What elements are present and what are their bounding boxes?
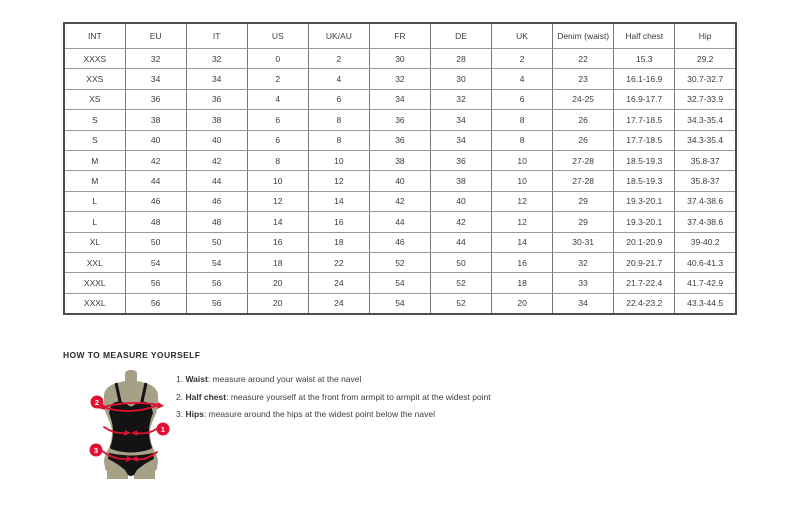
- table-row: [64, 252, 736, 272]
- table-cell: 8: [492, 110, 553, 130]
- table-row: [64, 69, 736, 89]
- table-cell: 32.7-33.9: [675, 89, 736, 109]
- table-cell: 32: [186, 49, 247, 69]
- table-cell: L: [64, 191, 125, 211]
- column-header: UK/AU: [308, 23, 369, 49]
- table-cell: 34: [553, 293, 614, 314]
- table-cell: 18.5-19.3: [614, 171, 675, 191]
- table-cell: 24-25: [553, 89, 614, 109]
- table-cell: 10: [247, 171, 308, 191]
- table-cell: 14: [247, 212, 308, 232]
- table-cell: S: [64, 130, 125, 150]
- table-cell: 34: [186, 69, 247, 89]
- table-cell: 40: [186, 130, 247, 150]
- table-cell: 24: [308, 293, 369, 314]
- column-header: US: [247, 23, 308, 49]
- table-cell: 36: [125, 89, 186, 109]
- size-chart-header: [64, 23, 736, 49]
- table-row: [64, 89, 736, 109]
- table-cell: 52: [430, 273, 491, 293]
- instruction-half-chest: [176, 393, 491, 402]
- header-row: [64, 23, 736, 49]
- table-cell: 34.3-35.4: [675, 130, 736, 150]
- table-cell: 2: [308, 49, 369, 69]
- table-cell: XXS: [64, 69, 125, 89]
- table-cell: 26: [553, 130, 614, 150]
- table-row: [64, 273, 736, 293]
- table-cell: 40: [125, 130, 186, 150]
- size-chart-table: [63, 22, 737, 315]
- table-row: [64, 232, 736, 252]
- table-cell: 34: [369, 89, 430, 109]
- table-cell: 48: [186, 212, 247, 232]
- table-cell: 16: [308, 212, 369, 232]
- column-header: UK: [492, 23, 553, 49]
- table-cell: 37.4-38.6: [675, 191, 736, 211]
- table-cell: S: [64, 110, 125, 130]
- instruction-label: Waist: [185, 374, 208, 384]
- table-cell: 36: [369, 130, 430, 150]
- table-cell: 52: [369, 252, 430, 272]
- table-cell: 12: [492, 212, 553, 232]
- table-cell: 19.3-20.1: [614, 212, 675, 232]
- figure-marker-3-label: 3: [93, 446, 99, 455]
- table-cell: 2: [492, 49, 553, 69]
- column-header: FR: [369, 23, 430, 49]
- table-cell: 34.3-35.4: [675, 110, 736, 130]
- table-cell: 44: [369, 212, 430, 232]
- instruction-label: Hips: [185, 409, 204, 419]
- table-cell: 30-31: [553, 232, 614, 252]
- table-cell: 16: [492, 252, 553, 272]
- table-cell: XXL: [64, 252, 125, 272]
- table-cell: 8: [308, 130, 369, 150]
- table-cell: 29.2: [675, 49, 736, 69]
- table-cell: 44: [125, 171, 186, 191]
- table-cell: 16: [247, 232, 308, 252]
- table-cell: 38: [125, 110, 186, 130]
- instruction-number: 1.: [176, 374, 184, 384]
- table-cell: 42: [369, 191, 430, 211]
- table-cell: 44: [430, 232, 491, 252]
- table-cell: 39-40.2: [675, 232, 736, 252]
- table-cell: 18: [492, 273, 553, 293]
- table-cell: 34: [430, 130, 491, 150]
- table-cell: 36: [430, 150, 491, 170]
- table-cell: 30.7-32.7: [675, 69, 736, 89]
- table-cell: 42: [125, 150, 186, 170]
- table-row: [64, 212, 736, 232]
- table-cell: 29: [553, 212, 614, 232]
- table-cell: 19.3-20.1: [614, 191, 675, 211]
- instruction-waist: [176, 375, 491, 384]
- instruction-number: 2.: [176, 391, 184, 402]
- table-cell: 30: [430, 69, 491, 89]
- table-cell: 17.7-18.5: [614, 130, 675, 150]
- table-cell: 4: [247, 89, 308, 109]
- table-row: [64, 293, 736, 314]
- table-cell: 27-28: [553, 171, 614, 191]
- table-cell: 38: [430, 171, 491, 191]
- table-cell: 22: [553, 49, 614, 69]
- table-row: [64, 49, 736, 69]
- table-cell: 20: [247, 273, 308, 293]
- table-cell: 8: [247, 150, 308, 170]
- table-cell: 22: [308, 252, 369, 272]
- table-cell: 6: [308, 89, 369, 109]
- instruction-label: Half chest: [185, 391, 227, 402]
- column-header: Half chest: [614, 23, 675, 49]
- table-cell: 40.6-41.3: [675, 252, 736, 272]
- table-cell: 36: [369, 110, 430, 130]
- table-cell: L: [64, 212, 125, 232]
- table-cell: 43.3-44.5: [675, 293, 736, 314]
- figure-marker-2-label: 2: [94, 398, 100, 407]
- table-row: [64, 110, 736, 130]
- table-cell: 44: [186, 171, 247, 191]
- table-cell: 32: [553, 252, 614, 272]
- table-cell: 14: [492, 232, 553, 252]
- table-cell: 8: [308, 110, 369, 130]
- table-cell: 27-28: [553, 150, 614, 170]
- table-cell: 29: [553, 191, 614, 211]
- figure-marker-1: [157, 423, 170, 436]
- table-cell: 21.7-22.4: [614, 273, 675, 293]
- table-cell: 6: [247, 110, 308, 130]
- table-cell: 15.3: [614, 49, 675, 69]
- table-cell: 17.7-18.5: [614, 110, 675, 130]
- table-cell: 22.4-23.2: [614, 293, 675, 314]
- table-cell: 46: [369, 232, 430, 252]
- table-cell: 18.5-19.3: [614, 150, 675, 170]
- table-cell: 40: [430, 191, 491, 211]
- table-cell: 20: [492, 293, 553, 314]
- table-cell: 20: [247, 293, 308, 314]
- column-header: IT: [186, 23, 247, 49]
- table-cell: 50: [186, 232, 247, 252]
- table-cell: XS: [64, 89, 125, 109]
- table-cell: 35.8-37: [675, 150, 736, 170]
- table-cell: 32: [369, 69, 430, 89]
- table-cell: 2: [247, 69, 308, 89]
- table-row: [64, 130, 736, 150]
- table-cell: 20.9-21.7: [614, 252, 675, 272]
- instruction-hips: [176, 410, 491, 419]
- table-cell: 42: [430, 212, 491, 232]
- column-header: Denim (waist): [553, 23, 614, 49]
- table-cell: 56: [125, 293, 186, 314]
- table-cell: 54: [369, 293, 430, 314]
- table-cell: 41.7-42.9: [675, 273, 736, 293]
- table-cell: 6: [492, 89, 553, 109]
- table-row: [64, 171, 736, 191]
- table-cell: 46: [186, 191, 247, 211]
- table-cell: 20.1-20.9: [614, 232, 675, 252]
- table-cell: 0: [247, 49, 308, 69]
- measure-section-title: HOW TO MEASURE YOURSELF: [63, 350, 201, 360]
- column-header: Hip: [675, 23, 736, 49]
- table-cell: 12: [247, 191, 308, 211]
- figure-marker-3: [90, 444, 103, 457]
- table-cell: 4: [492, 69, 553, 89]
- table-cell: 56: [186, 293, 247, 314]
- table-cell: 36: [186, 89, 247, 109]
- table-cell: 4: [308, 69, 369, 89]
- table-cell: M: [64, 171, 125, 191]
- table-cell: M: [64, 150, 125, 170]
- table-cell: 54: [125, 252, 186, 272]
- table-cell: XXXL: [64, 293, 125, 314]
- figure-marker-2: [91, 396, 104, 409]
- instruction-number: 3.: [176, 409, 184, 419]
- table-row: [64, 191, 736, 211]
- table-cell: 40: [369, 171, 430, 191]
- table-cell: 37.4-38.6: [675, 212, 736, 232]
- table-cell: 8: [492, 130, 553, 150]
- table-cell: XL: [64, 232, 125, 252]
- table-cell: 30: [369, 49, 430, 69]
- table-cell: 34: [430, 110, 491, 130]
- table-cell: 10: [492, 150, 553, 170]
- table-cell: 14: [308, 191, 369, 211]
- table-cell: 56: [186, 273, 247, 293]
- measure-instructions: [176, 375, 491, 428]
- table-cell: 32: [430, 89, 491, 109]
- table-cell: 50: [430, 252, 491, 272]
- column-header: INT: [64, 23, 125, 49]
- table-cell: 33: [553, 273, 614, 293]
- table-cell: 48: [125, 212, 186, 232]
- table-cell: 42: [186, 150, 247, 170]
- table-cell: 10: [492, 171, 553, 191]
- table-cell: 32: [125, 49, 186, 69]
- table-cell: 18: [308, 232, 369, 252]
- table-cell: 50: [125, 232, 186, 252]
- table-cell: 16.9-17.7: [614, 89, 675, 109]
- table-cell: 38: [369, 150, 430, 170]
- table-cell: 46: [125, 191, 186, 211]
- mannequin-illustration-icon: [87, 369, 177, 481]
- table-cell: 52: [430, 293, 491, 314]
- table-cell: 28: [430, 49, 491, 69]
- table-cell: 16.1-16.9: [614, 69, 675, 89]
- table-cell: 56: [125, 273, 186, 293]
- table-cell: 12: [308, 171, 369, 191]
- table-row: [64, 150, 736, 170]
- size-chart-body: [64, 49, 736, 315]
- table-cell: 54: [369, 273, 430, 293]
- table-cell: 6: [247, 130, 308, 150]
- figure-marker-1-label: 1: [160, 425, 166, 434]
- table-cell: XXXL: [64, 273, 125, 293]
- instruction-text: : measure around your waist at the navel: [207, 374, 362, 384]
- table-cell: 10: [308, 150, 369, 170]
- table-cell: 54: [186, 252, 247, 272]
- column-header: DE: [430, 23, 491, 49]
- table-cell: 34: [125, 69, 186, 89]
- instruction-text: : measure yourself at the front from armpit to armpit at the widest point: [226, 391, 491, 402]
- table-cell: 18: [247, 252, 308, 272]
- column-header: EU: [125, 23, 186, 49]
- measurement-figure: [87, 369, 177, 481]
- table-cell: XXXS: [64, 49, 125, 69]
- table-cell: 38: [186, 110, 247, 130]
- table-cell: 24: [308, 273, 369, 293]
- table-cell: 23: [553, 69, 614, 89]
- table-cell: 26: [553, 110, 614, 130]
- table-cell: 12: [492, 191, 553, 211]
- instruction-text: : measure around the hips at the widest point below the navel: [203, 409, 435, 419]
- table-cell: 35.8-37: [675, 171, 736, 191]
